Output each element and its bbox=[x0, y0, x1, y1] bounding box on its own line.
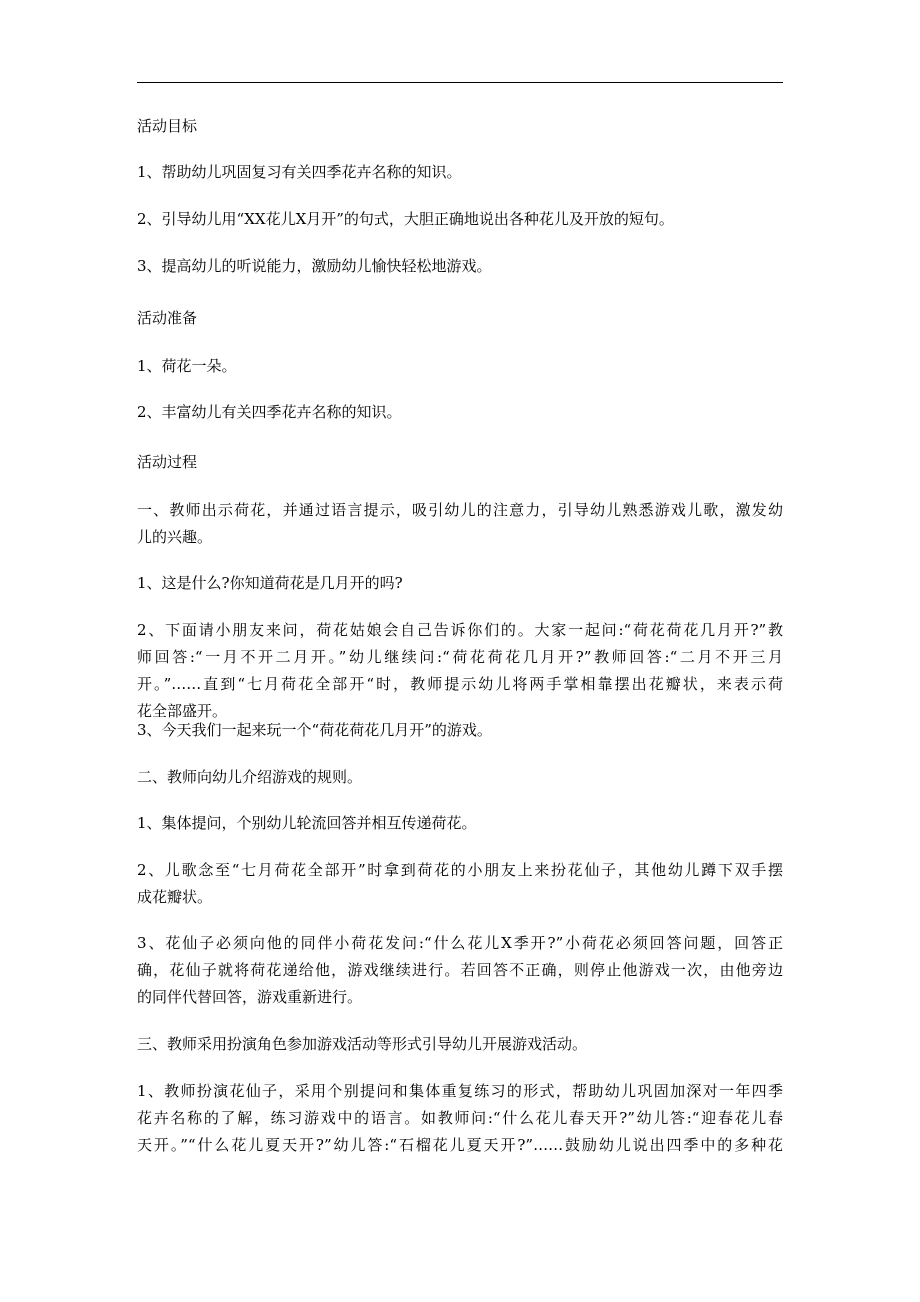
paragraph-step-1-2 bbox=[137, 617, 783, 725]
paragraph-prep-2 bbox=[137, 399, 783, 426]
text-line: 1、集体提问，个别幼儿轮流回答并相互传递荷花。 bbox=[137, 814, 477, 832]
text-line: 2、儿歌念至“七月荷花全部开”时拿到荷花的小朋友上来扮花仙子，其他幼儿蹲下双手摆 bbox=[137, 861, 783, 879]
text-line: 成花瓣状。 bbox=[137, 888, 213, 906]
paragraph-heading-process bbox=[137, 449, 783, 476]
text-line: 1、荷花一朵。 bbox=[137, 357, 237, 375]
text-line: 1、教师扮演花仙子，采用个别提问和集体重复练习的形式，帮助幼儿巩固加深对一年四季 bbox=[137, 1082, 783, 1100]
paragraph-heading-goals bbox=[137, 113, 783, 140]
text-line: 活动目标 bbox=[137, 117, 198, 135]
paragraph-heading-preparation bbox=[137, 305, 783, 332]
text-line: 开。”……直到“七月荷花全部开“时，教师提示幼儿将两手掌相靠摆出花瓣状，来表示荷 bbox=[137, 675, 783, 693]
paragraph-step-2-1 bbox=[137, 810, 783, 837]
text-line: 三、教师采用扮演角色参加游戏活动等形式引导幼儿开展游戏活动。 bbox=[137, 1035, 588, 1053]
paragraph-goal-1 bbox=[137, 159, 783, 186]
text-line: 确，花仙子就将荷花递给他，游戏继续进行。若回答不正确，则停止他游戏一次，由他旁边 bbox=[137, 961, 783, 979]
paragraph-step-1 bbox=[137, 497, 783, 551]
paragraph-step-1-3 bbox=[137, 717, 783, 744]
paragraph-step-2 bbox=[137, 764, 783, 791]
text-line: 活动过程 bbox=[137, 453, 198, 471]
text-line: 3、今天我们一起来玩一个“荷花荷花几月开”的游戏。 bbox=[137, 721, 492, 739]
text-line: 2、下面请小朋友来问，荷花姑娘会自己告诉你们的。大家一起问:“荷花荷花几月开?”教 bbox=[137, 621, 783, 639]
text-line: 的同伴代替回答，游戏重新进行。 bbox=[137, 988, 363, 1006]
header-rule bbox=[137, 82, 783, 83]
paragraph-goal-3 bbox=[137, 253, 783, 280]
paragraph-prep-1 bbox=[137, 353, 783, 380]
text-line: 一、教师出示荷花，并通过语言提示，吸引幼儿的注意力，引导幼儿熟悉游戏儿歌，激发幼 bbox=[137, 501, 783, 519]
text-line: 1、这是什么?你知道荷花是几月开的吗? bbox=[137, 574, 403, 592]
text-line: 活动准备 bbox=[137, 309, 198, 327]
text-line: 2、丰富幼儿有关四季花卉名称的知识。 bbox=[137, 403, 402, 421]
paragraph-step-3 bbox=[137, 1031, 783, 1058]
paragraph-goal-2 bbox=[137, 206, 783, 233]
paragraph-step-2-3 bbox=[137, 930, 783, 1011]
text-line: 二、教师向幼儿介绍游戏的规则。 bbox=[137, 768, 363, 786]
paragraph-step-1-1 bbox=[137, 570, 783, 597]
text-line: 天开。”“什么花儿夏天开?”幼儿答:“石榴花儿夏天开?”……鼓励幼儿说出四季中的多种花 bbox=[137, 1136, 783, 1154]
text-line: 儿的兴趣。 bbox=[137, 528, 213, 546]
paragraph-step-2-2 bbox=[137, 857, 783, 911]
text-line: 花卉名称的了解，练习游戏中的语言。如教师问:“什么花儿春天开?”幼儿答:“迎春花儿春 bbox=[137, 1109, 783, 1127]
text-line: 1、帮助幼儿巩固复习有关四季花卉名称的知识。 bbox=[137, 163, 462, 181]
paragraph-step-3-1 bbox=[137, 1078, 783, 1159]
text-line: 3、花仙子必须向他的同伴小荷花发问:“什么花儿X季开?”小荷花必须回答问题，回答正 bbox=[137, 934, 783, 952]
text-line: 师回答:“一月不开二月开。”幼儿继续问:“荷花荷花几月开?”教师回答:“二月不开三月 bbox=[137, 648, 783, 666]
text-line: 花全部盛开。 bbox=[137, 702, 228, 720]
text-line: 2、引导幼儿用“XX花儿X月开”的句式，大胆正确地说出各种花儿及开放的短句。 bbox=[137, 210, 674, 228]
text-line: 3、提高幼儿的听说能力，激励幼儿愉快轻松地游戏。 bbox=[137, 257, 492, 275]
